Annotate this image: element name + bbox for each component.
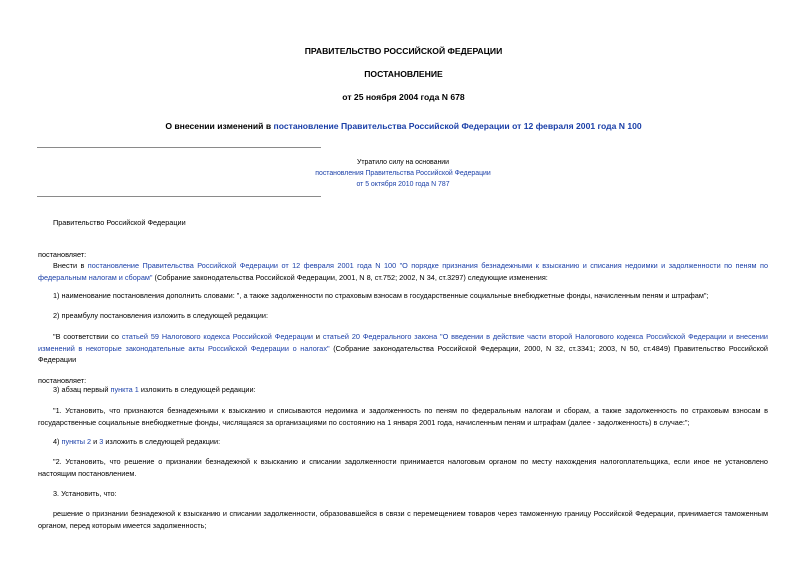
paragraph-decrees-2: постановляет: bbox=[38, 376, 87, 385]
item3-link[interactable]: пункта 1 bbox=[110, 385, 139, 394]
title-link[interactable]: постановление Правительства Российской Федерации от 12 февраля 2001 года N 100 bbox=[273, 121, 642, 131]
issuer-heading: ПРАВИТЕЛЬСТВО РОССИЙСКОЙ ФЕДЕРАЦИИ bbox=[304, 46, 503, 56]
intro-link[interactable]: постановление Правительства Российской Федерации от 12 февраля 2001 года N 100 "О порядке признания безнадежными к взысканию и списания недоимки и задолженности по пеням по федеральным налогам и сборам" bbox=[38, 261, 769, 282]
title-prefix: О внесении изменений в bbox=[165, 121, 274, 131]
item3-text-a: 3) абзац первый bbox=[53, 385, 111, 394]
quote1-link-1[interactable]: статьей 59 Налогового кодекса Российской Федерации bbox=[121, 332, 313, 341]
intro-text-a: Внести в bbox=[53, 261, 88, 270]
doc-type-heading: ПОСТАНОВЛЕНИЕ bbox=[364, 69, 443, 79]
quote1-text-b: и bbox=[312, 332, 323, 341]
paragraph-item-3 bbox=[38, 384, 768, 396]
item4-text-a: 4) bbox=[53, 437, 62, 446]
paragraph-quote-3: "2. Установить, что решение о признании безнадежной к взысканию и списании задолженности принимается налоговым органом по месту нахождения налогоплательщика, если иное не установлено настоящим постановлением. bbox=[38, 457, 768, 478]
paragraph-government: Правительство Российской Федерации bbox=[53, 218, 186, 227]
paragraph-decrees: постановляет: bbox=[38, 250, 87, 259]
paragraph-quote-2: "1. Установить, что признаются безнадежными к взысканию и списываются недоимка и задолженность по пеням по федеральным налогам и сборам, а также задолженность по страховым взносам в государственные социальные внебюджетные фонды, числящаяся за организациями по состоянию на 1 января 2001 года, начисленным пеням и штрафам (далее - задолженность) в случае:"; bbox=[38, 406, 768, 427]
paragraph-item-1: 1) наименование постановления дополнить словами: ", а также задолженности по страховым взносам в государственные социальные внебюджетные фонды, начисленным пеням и штрафам"; bbox=[53, 291, 709, 300]
paragraph-last: решение о признании безнадежной к взысканию и списании задолженности, образовавшейся в связи с перемещением товаров через таможенную границу Российской Федерации, принимается таможенным органом, перед которым имеется задолженность; bbox=[38, 509, 768, 530]
quote1-text-a: "В соответствии со bbox=[53, 332, 122, 341]
status-note bbox=[300, 157, 506, 190]
paragraph-quote-1 bbox=[38, 331, 768, 366]
quote1-link-2[interactable]: статьей 20 Федерального закона "О введении в действие части второй Налогового кодекса Российской Федерации и внесении изменений в некоторые законодательные акты Российской Федерации о налогах" bbox=[38, 332, 768, 353]
item4-text-c: изложить в следующей редакции: bbox=[103, 437, 221, 446]
document-title bbox=[0, 121, 807, 131]
status-note-link-1[interactable]: постановления Правительства Российской Федерации bbox=[315, 170, 491, 177]
status-note-link-2[interactable]: от 5 октября 2010 года N 787 bbox=[356, 181, 450, 188]
item4-link-1[interactable]: пункты 2 bbox=[61, 437, 92, 446]
item4-link-2[interactable]: 3 bbox=[99, 437, 104, 446]
paragraph-item-4 bbox=[38, 436, 768, 448]
status-note-text: Утратило силу на основании bbox=[357, 159, 449, 166]
item3-text-b: изложить в следующей редакции: bbox=[138, 385, 256, 394]
paragraph-intro bbox=[38, 260, 768, 283]
paragraph-item-3-text: 3. Установить, что: bbox=[53, 489, 117, 498]
bottom-divider bbox=[37, 196, 321, 197]
paragraph-item-2: 2) преамбулу постановления изложить в следующей редакции: bbox=[53, 311, 268, 320]
date-number-heading: от 25 ноября 2004 года N 678 bbox=[342, 92, 465, 102]
intro-text-b: (Собрание законодательства Российской Федерации, 2001, N 8, ст.752; 2002, N 34, ст.3297) следующие изменения: bbox=[152, 272, 548, 282]
quote1-text-c: (Собрание законодательства Российской Федерации, 2000, N 32, ст.3341; 2003, N 50, ст.4849) Правительство Российской Федерации bbox=[38, 343, 768, 365]
item4-text-b: и bbox=[91, 437, 100, 446]
top-divider bbox=[37, 147, 321, 148]
